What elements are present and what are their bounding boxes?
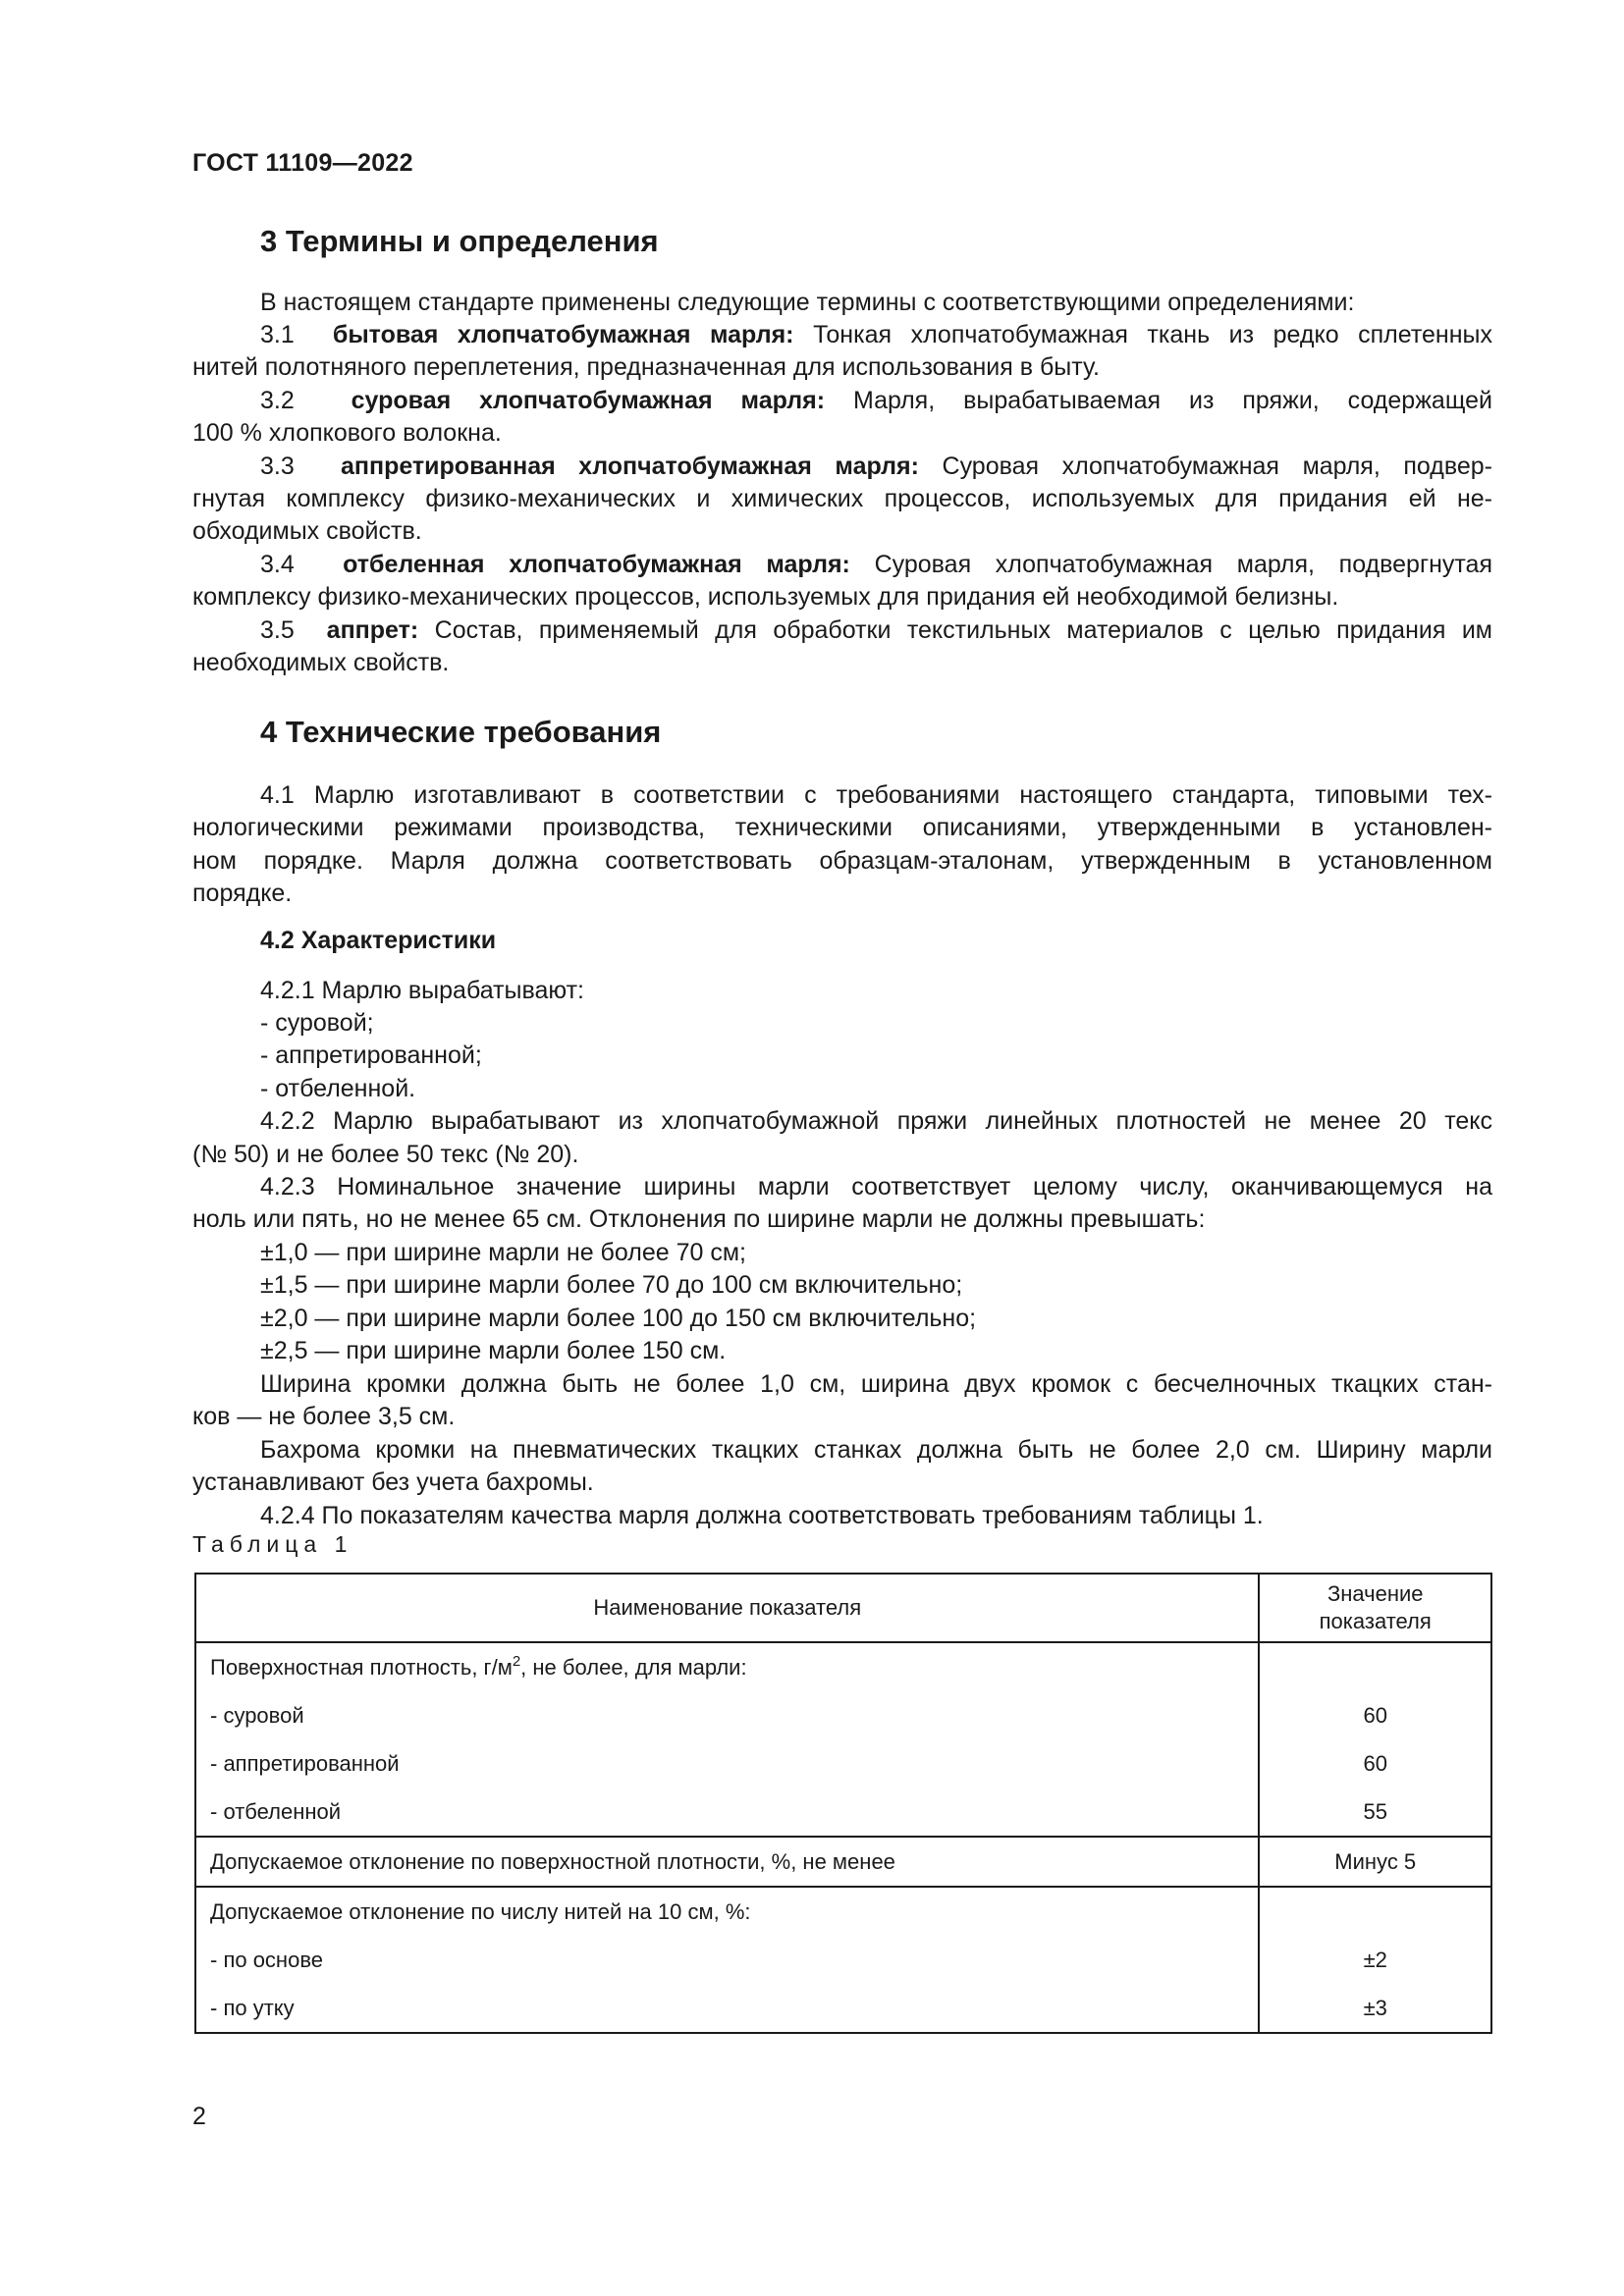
p-4-2-4: 4.2.4 По показателям качества марля должна соответствовать требованиям таблицы 1. [260,1502,1264,1529]
table-row-item: - суровой [210,1703,304,1728]
section-3-title: 3 Термины и определения [260,224,659,258]
section-4-title: 4 Технические требования [260,715,662,749]
p-4-1-line1: 4.1 Марлю изготавливают в соответствии с требованиями настоящего стандарта, типовыми тех- [260,781,1492,809]
p-4-2-1-item-c: - отбеленной. [260,1075,416,1102]
term-3-1-line1: 3.1 бытовая хлопчатобумажная марля: Тонкая хлопчатобумажная ткань из редко сплетенных [260,321,1492,348]
table-cell-name [195,1837,1259,1887]
term-3-2-line2: 100 % хлопкового волокна. [192,419,502,447]
table-row [195,1887,1491,2033]
p-4-2-1-item-a: - суровой; [260,1009,374,1037]
table-row-value-empty [1260,1643,1490,1691]
table-row-value-empty [1260,1888,1490,1936]
p-fringe-line2: устанавливают без учета бахромы. [192,1468,594,1496]
term-3-4-line2: комплексу физико-механических процессов, используемых для придания ей необходимой белизны. [192,583,1339,611]
table-caption: Таблица 1 [192,1531,353,1557]
table-row-title: Поверхностная плотность, $г/м^2$, не более, для марли: [210,1653,747,1680]
table-cell-name [195,1642,1259,1837]
table-cell-value [1259,1642,1491,1837]
table-row-item: - отбеленной [210,1799,342,1824]
p-4-2-3-item-a: ±1,0 — при ширине марли не более 70 см; [260,1239,746,1266]
p-4-2-3-line1: 4.2.3 Номинальное значение ширины марли соответствует целому числу, оканчивающемуся на [260,1173,1492,1201]
p-4-2-2-line2: (№ 50) и не более 50 текс (№ 20). [192,1141,579,1168]
p-edge-line1: Ширина кромки должна быть не более 1,0 см, ширина двух кромок с бесчелночных ткацких стан- [260,1370,1492,1398]
term-3-3-line3: обходимых свойств. [192,517,422,545]
p-4-1-line2: нологическими режимами производства, техническими описаниями, утвержденными в установлен- [192,814,1492,841]
term-3-5-line1: 3.5 аппрет: Состав, применяемый для обработки текстильных материалов с целью придания им [260,616,1492,644]
p-4-2-3-item-d: ±2,5 — при ширине марли более 150 см. [260,1337,727,1364]
table-row-title: Допускаемое отклонение по поверхностной плотности, %, не менее [210,1849,895,1874]
section-3-intro: В настоящем стандарте применены следующие термины с соответствующими определениями: [260,289,1355,316]
table-row-value: ±3 [1363,1996,1387,2020]
table-row-value: 60 [1363,1751,1387,1776]
table-row-value: ±2 [1363,1948,1387,1972]
table-cell-name [195,1887,1259,2033]
term-3-3-line2: гнутая комплексу физико-механических и химических процессов, используемых для придания ей не- [192,485,1492,512]
term-3-4-line1: 3.4 отбеленная хлопчатобумажная марля: Суровая хлопчатобумажная марля, подвергнутая [260,551,1492,578]
p-fringe-line1: Бахрома кромки на пневматических ткацких станках должна быть не более 2,0 см. Ширину марли [260,1436,1492,1464]
table-header-value-line1: Значение [1326,1581,1424,1606]
table-row [195,1642,1491,1837]
p-4-2-3-item-c: ±2,0 — при ширине марли более 100 до 150 см включительно; [260,1305,977,1332]
table-row-value: 55 [1363,1799,1387,1824]
p-4-2-3-item-b: ±1,5 — при ширине марли более 70 до 100 см включительно; [260,1271,963,1299]
table-row-item: - по основе [210,1948,323,1972]
table-row-title: Допускаемое отклонение по числу нитей на 10 см, %: [210,1899,751,1924]
table-row [195,1837,1491,1887]
table-row-item: - аппретированной [210,1751,400,1776]
table-header-row [195,1574,1491,1642]
term-3-1-line2: нитей полотняного переплетения, предназначенная для использования в быту. [192,353,1100,381]
table-row-item: - по утку [210,1996,295,2020]
page-number: 2 [192,2103,206,2130]
term-3-5-line2: необходимых свойств. [192,649,450,676]
term-3-3-line1: 3.3 аппретированная хлопчатобумажная марля: Суровая хлопчатобумажная марля, подвер- [260,453,1492,480]
table-cell-value [1259,1837,1491,1887]
p-4-1-line3: ном порядке. Марля должна соответствовать образцам-эталонам, утвержденным в установленном [192,847,1492,875]
p-4-2-2-line1: 4.2.2 Марлю вырабатывают из хлопчатобумажной пряжи линейных плотностей не менее 20 текс [260,1107,1492,1135]
p-4-2-1-item-b: - аппретированной; [260,1041,482,1069]
p-edge-line2: ков — не более 3,5 см. [192,1403,456,1430]
p-4-2-3-line2: ноль или пять, но не менее 65 см. Отклонения по ширине марли не должны превышать: [192,1205,1206,1233]
table-row-value: Минус 5 [1334,1849,1417,1874]
table-header-name: Наименование показателя [195,1574,1259,1642]
table-header-value-line2: показателя [1319,1609,1432,1633]
table-cell-value [1259,1887,1491,2033]
table-1 [194,1573,1492,2034]
table-header-value [1259,1574,1491,1642]
table-row-value: 60 [1363,1703,1387,1728]
p-4-1-line4: порядке. [192,880,293,907]
subsection-4-2-title: 4.2 Характеристики [260,927,497,954]
term-3-2-line1: 3.2 суровая хлопчатобумажная марля: Марля, вырабатываемая из пряжи, содержащей [260,387,1492,414]
document-header: ГОСТ 11109—2022 [192,149,413,177]
p-4-2-1: 4.2.1 Марлю вырабатывают: [260,977,584,1004]
